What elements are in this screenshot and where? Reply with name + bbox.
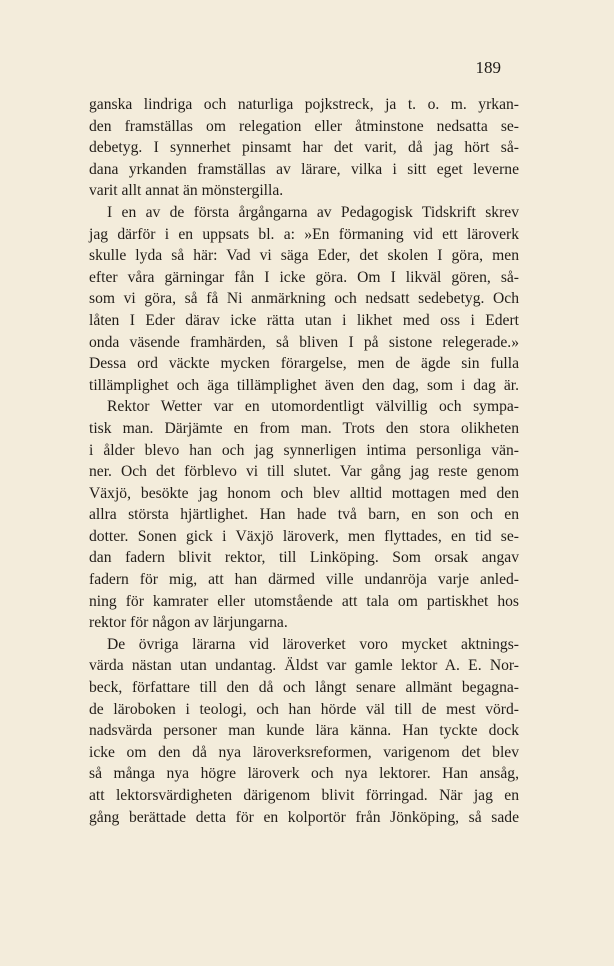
text-line: De övriga lärarna vid läroverket voro mycket aktnings- (107, 635, 519, 653)
text-line: efter våra gärningar fån I icke göra. Om I likväl gören, så- (89, 268, 519, 286)
text-line: låten I Eder därav icke rätta utan i likhet med oss i Edert (89, 311, 519, 329)
body-text (89, 94, 519, 828)
text-line: Rektor Wetter var en utomordentligt välvillig och sympa- (107, 398, 519, 416)
text-line: tillämplighet och äga tillämplighet även den dag, som i dag är. (89, 376, 519, 394)
text-line: ning för kamrater eller utomstående att tala om partiskhet hos (89, 592, 519, 610)
text-line: den framställas om relegation eller åtminstone nedsatta se- (89, 117, 519, 135)
text-line: fadern för mig, att han därmed ville undanröja varje anled- (89, 571, 519, 589)
text-line: nadsvärda personer man kunde lära känna. Han tyckte dock (89, 722, 519, 740)
text-line: I en av de första årgångarna av Pedagogisk Tidskrift skrev (107, 203, 519, 221)
text-line: Växjö, besökte jag honom och blev alltid mottagen med den (89, 484, 519, 502)
text-line: skulle lyda så här: Vad vi säga Eder, det skolen I göra, men (89, 247, 519, 265)
text-line: ner. Och det förblevo vi till slutet. Var gång jag reste genom (89, 463, 519, 481)
text-line: så många nya högre läroverk och nya lektorer. Han ansåg, (89, 765, 519, 783)
text-line: jag därför i en uppsats bl. a: »En förmaning vid ett läroverk (89, 225, 519, 243)
text-line: tisk man. Därjämte en from man. Trots den stora olikheten (89, 419, 519, 437)
text-line: de läroboken i teologi, och han hörde väl till de mest vörd- (89, 700, 519, 718)
text-line: dan fadern blivit rektor, till Linköping. Som orsak angav (89, 549, 519, 567)
text-line: onda väsende framhärden, så bliven I på sistone relegerade.» (89, 333, 519, 351)
text-line: värda nästan utan undantag. Äldst var gamle lektor A. E. Nor- (89, 657, 519, 675)
text-line: Dessa ord väckte mycken förargelse, men de ägde sin fulla (89, 355, 519, 373)
text-line: varit allt annat än mönstergilla. (89, 182, 284, 200)
text-line: rektor för någon av lärjungarna. (89, 614, 288, 632)
text-line: icke om den då nya läroverksreformen, varigenom det blev (89, 743, 519, 761)
text-line: att lektorsvärdigheten därigenom blivit förringad. När jag en (89, 787, 519, 804)
text-line: dana yrkanden framställas av lärare, vilka i sitt eget leverne (89, 160, 519, 178)
text-line: debetyg. I synnerhet pinsamt har det varit, då jag hört så- (89, 139, 519, 157)
text-line: ganska lindriga och naturliga pojkstreck, ja t. o. m. yrkan- (89, 96, 519, 113)
text-line: som vi göra, så få Ni anmärkning och nedsatt sedebetyg. Och (89, 290, 519, 308)
page-number: 189 (475, 58, 501, 77)
text-line: dotter. Sonen gick i Växjö läroverk, men flyttades, en tid se- (89, 527, 519, 545)
text-line: beck, författare till den då och långt senare allmänt begagna- (89, 679, 519, 697)
text-line: allra största hjärtlighet. Han hade två barn, en son och en (89, 506, 519, 524)
text-line: i ålder blevo han och jag synnerligen intima personliga vän- (89, 441, 519, 459)
text-line: gång berättade detta för en kolportör från Jönköping, så sade (89, 808, 519, 826)
